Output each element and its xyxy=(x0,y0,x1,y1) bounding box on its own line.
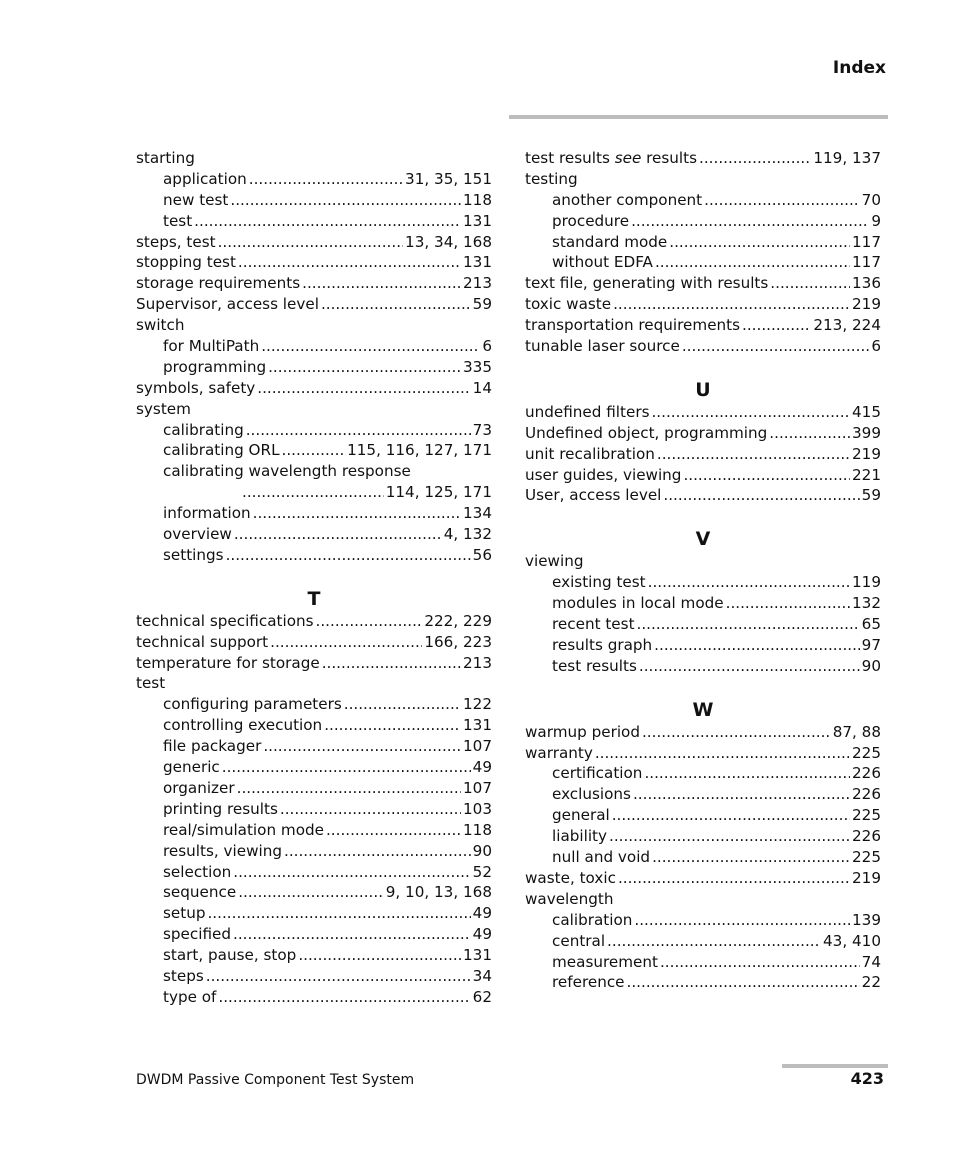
index-entry xyxy=(136,611,492,632)
index-term: undefined filters xyxy=(525,402,650,421)
index-entry xyxy=(136,148,492,169)
index-term: steps, test xyxy=(136,232,216,251)
page-references: 107 xyxy=(463,778,492,797)
index-subentry xyxy=(136,903,492,924)
index-term: for MultiPath xyxy=(163,337,260,356)
dot-leader xyxy=(233,924,471,945)
index-entry xyxy=(136,399,492,420)
index-subentry xyxy=(136,524,492,545)
dot-leader xyxy=(704,190,860,211)
index-subentry xyxy=(136,736,492,757)
index-subentry xyxy=(136,694,492,715)
dot-leader xyxy=(246,420,471,441)
index-term: temperature for storage xyxy=(136,653,320,672)
dot-leader xyxy=(230,190,461,211)
index-term: selection xyxy=(163,862,232,881)
page-references: 213, 224 xyxy=(813,316,881,335)
index-subentry xyxy=(525,972,881,993)
index-term: procedure xyxy=(552,211,630,230)
page-references: 4, 132 xyxy=(443,525,492,544)
page-references: 226 xyxy=(852,785,881,804)
index-entry xyxy=(525,444,881,465)
index-term: existing test xyxy=(552,573,646,592)
header-rule xyxy=(509,115,888,119)
index-entry xyxy=(525,551,881,572)
dot-leader xyxy=(316,611,423,632)
index-subentry xyxy=(136,778,492,799)
index-term: without EDFA xyxy=(552,253,653,272)
dot-leader xyxy=(206,966,471,987)
dot-leader xyxy=(654,635,860,656)
page-references: 117 xyxy=(852,232,881,251)
index-term: results, viewing xyxy=(163,841,282,860)
dot-leader xyxy=(207,903,470,924)
page-references: 49 xyxy=(472,758,492,777)
dot-leader xyxy=(726,593,850,614)
dot-leader xyxy=(648,572,850,593)
index-subentry xyxy=(525,572,881,593)
footer-document-title: DWDM Passive Component Test System xyxy=(136,1072,415,1088)
page-references: 6 xyxy=(482,337,492,356)
dot-leader xyxy=(651,402,850,423)
index-subentry xyxy=(136,440,492,461)
page-references: 31, 35, 151 xyxy=(405,169,492,188)
index-subentry xyxy=(525,593,881,614)
index-subentry xyxy=(136,715,492,736)
index-entry xyxy=(136,378,492,399)
dot-leader xyxy=(282,440,346,461)
dot-leader xyxy=(683,465,850,486)
index-term: reference xyxy=(552,973,625,992)
index-term: sequence xyxy=(163,883,237,902)
index-letter-heading: W xyxy=(692,698,714,721)
page-references: 131 xyxy=(463,211,492,230)
index-column-right xyxy=(525,148,881,993)
index-term: toxic waste xyxy=(525,295,612,314)
dot-leader xyxy=(631,211,869,232)
index-letter-heading: V xyxy=(695,528,711,551)
index-subentry xyxy=(136,169,492,190)
index-subentry xyxy=(136,545,492,566)
index-subentry xyxy=(136,862,492,883)
page-references: 222, 229 xyxy=(424,611,492,630)
index-subentry xyxy=(525,656,881,677)
index-term: exclusions xyxy=(552,785,631,804)
index-term: organizer xyxy=(163,778,235,797)
dot-leader xyxy=(284,841,471,862)
index-term: certification xyxy=(552,764,643,783)
index-term: null and void xyxy=(552,848,651,867)
index-entry xyxy=(525,465,881,486)
index-term: warranty xyxy=(525,743,593,762)
index-term: calibrating xyxy=(163,420,244,439)
page-references: 14 xyxy=(472,378,492,397)
index-entry xyxy=(525,273,881,294)
page-references: 118 xyxy=(463,190,492,209)
page-references: 43, 410 xyxy=(823,931,881,950)
index-column-left xyxy=(136,148,492,1008)
dot-leader xyxy=(607,931,821,952)
page-references: 9 xyxy=(871,211,881,230)
dot-leader xyxy=(633,784,850,805)
page-references: 122 xyxy=(463,695,492,714)
index-term: calibration xyxy=(552,910,633,929)
index-term: file packager xyxy=(163,737,262,756)
index-entry xyxy=(525,148,881,169)
page-references: 107 xyxy=(463,737,492,756)
dot-leader xyxy=(618,868,850,889)
page-references: 115, 116, 127, 171 xyxy=(347,441,492,460)
index-entry xyxy=(525,336,881,357)
dot-leader xyxy=(655,252,850,273)
page-references: 87, 88 xyxy=(832,722,881,741)
dot-leader xyxy=(652,847,850,868)
dot-leader xyxy=(326,820,461,841)
index-term-text: test results xyxy=(525,149,610,167)
page-references: 6 xyxy=(871,337,881,356)
index-subentry xyxy=(136,820,492,841)
dot-leader xyxy=(218,232,403,253)
dot-leader xyxy=(226,545,471,566)
dot-leader xyxy=(242,482,384,503)
page-references: 225 xyxy=(852,848,881,867)
index-term: User, access level xyxy=(525,486,662,505)
page-references: 134 xyxy=(463,504,492,523)
index-term: controlling execution xyxy=(163,716,323,735)
index-entry xyxy=(525,169,881,190)
index-entry xyxy=(136,673,492,694)
page-references: 219 xyxy=(852,444,881,463)
dot-leader xyxy=(257,378,470,399)
page-references: 225 xyxy=(852,743,881,762)
page-references: 59 xyxy=(861,486,881,505)
dot-leader xyxy=(769,423,850,444)
page-references: 49 xyxy=(472,904,492,923)
index-letter-heading: T xyxy=(307,587,321,610)
dot-leader xyxy=(261,336,480,357)
dot-leader xyxy=(639,656,860,677)
index-entry xyxy=(525,402,881,423)
page-references: 22 xyxy=(861,973,881,992)
index-subentry xyxy=(136,482,492,503)
index-subentry xyxy=(136,420,492,441)
footer-rule xyxy=(782,1064,888,1068)
index-term: Undefined object, programming xyxy=(525,423,768,442)
index-term: warmup period xyxy=(525,722,640,741)
dot-leader xyxy=(238,882,384,903)
dot-leader xyxy=(324,715,461,736)
index-subentry xyxy=(136,882,492,903)
dot-leader xyxy=(321,294,471,315)
index-subentry xyxy=(525,190,881,211)
dot-leader xyxy=(234,524,442,545)
dot-leader xyxy=(238,252,461,273)
page-references: 73 xyxy=(472,420,492,439)
index-term: starting xyxy=(136,149,195,167)
dot-leader xyxy=(595,743,850,764)
index-term: setup xyxy=(163,904,206,923)
page-references: 415 xyxy=(852,402,881,421)
page-references: 59 xyxy=(472,295,492,314)
page-references: 139 xyxy=(852,910,881,929)
index-term: viewing xyxy=(525,552,584,571)
dot-leader xyxy=(322,653,461,674)
dot-leader xyxy=(270,632,422,653)
page-references: 62 xyxy=(472,987,492,1006)
page-references: 13, 34, 168 xyxy=(405,232,492,251)
index-subentry xyxy=(525,931,881,952)
page-references: 226 xyxy=(852,827,881,846)
index-term: another component xyxy=(552,190,703,209)
dot-leader xyxy=(699,148,811,169)
index-entry xyxy=(525,743,881,764)
index-term: liability xyxy=(552,827,607,846)
page-references: 65 xyxy=(861,615,881,634)
index-entry xyxy=(136,632,492,653)
index-subentry xyxy=(525,805,881,826)
index-term: test xyxy=(136,674,166,693)
index-term: symbols, safety xyxy=(136,378,256,397)
index-entry xyxy=(525,868,881,889)
page-references: 213 xyxy=(463,653,492,672)
index-entry xyxy=(525,294,881,315)
index-subentry xyxy=(525,847,881,868)
page-references: 90 xyxy=(472,841,492,860)
dot-leader xyxy=(627,972,860,993)
page-references: 118 xyxy=(463,820,492,839)
index-subentry xyxy=(136,924,492,945)
index-term: new test xyxy=(163,190,229,209)
index-letter-heading: U xyxy=(695,378,711,401)
dot-leader xyxy=(682,336,869,357)
dot-leader xyxy=(770,273,850,294)
index-entry xyxy=(136,315,492,336)
index-term: central xyxy=(552,931,606,950)
page-references: 34 xyxy=(472,966,492,985)
dot-leader xyxy=(609,826,850,847)
index-term: storage requirements xyxy=(136,274,301,293)
index-term: measurement xyxy=(552,952,658,971)
index-term: steps xyxy=(163,966,204,985)
index-subentry xyxy=(525,211,881,232)
dot-leader xyxy=(237,778,461,799)
index-entry xyxy=(136,294,492,315)
index-subentry xyxy=(136,987,492,1008)
index-subentry xyxy=(525,252,881,273)
index-term: settings xyxy=(163,545,224,564)
index-subentry xyxy=(525,952,881,973)
index-subentry xyxy=(525,614,881,635)
index-subentry xyxy=(136,336,492,357)
page-references: 221 xyxy=(852,465,881,484)
index-term: general xyxy=(552,806,610,825)
dot-leader xyxy=(298,945,461,966)
dot-leader xyxy=(344,694,461,715)
index-term: system xyxy=(136,399,191,418)
index-term: application xyxy=(163,169,247,188)
index-term: test results xyxy=(552,656,637,675)
page-references: 70 xyxy=(861,190,881,209)
index-subentry xyxy=(525,784,881,805)
index-subentry xyxy=(136,945,492,966)
index-term: unit recalibration xyxy=(525,444,655,463)
index-subentry xyxy=(525,910,881,931)
index-term: test xyxy=(163,211,193,230)
index-subentry xyxy=(136,799,492,820)
index-term: type of xyxy=(163,987,217,1006)
dot-leader xyxy=(642,722,831,743)
dot-leader xyxy=(660,952,860,973)
dot-leader xyxy=(657,444,850,465)
index-entry xyxy=(525,722,881,743)
index-subentry xyxy=(136,357,492,378)
index-term: testing xyxy=(525,169,578,188)
page-references: 103 xyxy=(463,799,492,818)
index-term: waste, toxic xyxy=(525,868,616,887)
index-subentry xyxy=(525,826,881,847)
index-entry xyxy=(525,315,881,336)
dot-leader xyxy=(249,169,403,190)
dot-leader xyxy=(302,273,461,294)
index-subentry xyxy=(136,461,492,482)
index-term: configuring parameters xyxy=(163,695,342,714)
dot-leader xyxy=(222,757,471,778)
dot-leader xyxy=(613,294,850,315)
index-entry xyxy=(136,273,492,294)
index-term: transportation requirements xyxy=(525,316,741,335)
index-entry xyxy=(525,485,881,506)
page-references: 399 xyxy=(852,423,881,442)
index-term: real/simulation mode xyxy=(163,820,324,839)
index-term: technical specifications xyxy=(136,611,314,630)
index-term: printing results xyxy=(163,799,278,818)
page-references: 56 xyxy=(472,545,492,564)
dot-leader xyxy=(253,503,461,524)
index-term: modules in local mode xyxy=(552,594,724,613)
page-references: 136 xyxy=(852,274,881,293)
index-term: switch xyxy=(136,316,185,335)
index-subentry xyxy=(136,841,492,862)
index-subentry xyxy=(525,763,881,784)
dot-leader xyxy=(280,799,461,820)
page-references: 219 xyxy=(852,868,881,887)
index-term: user guides, viewing xyxy=(525,465,682,484)
dot-leader xyxy=(263,736,461,757)
index-term: text file, generating with results xyxy=(525,274,769,293)
index-entry xyxy=(136,252,492,273)
index-entry xyxy=(525,423,881,444)
see-target: results xyxy=(646,149,698,167)
page-references: 131 xyxy=(463,716,492,735)
dot-leader xyxy=(268,357,461,378)
page-references: 9, 10, 13, 168 xyxy=(385,883,492,902)
index-term xyxy=(525,148,697,169)
page-references: 219 xyxy=(852,295,881,314)
index-term: tunable laser source xyxy=(525,337,680,356)
dot-leader xyxy=(644,763,850,784)
page-references: 114, 125, 171 xyxy=(385,483,492,502)
page-references: 97 xyxy=(861,635,881,654)
index-term: generic xyxy=(163,758,220,777)
page-references: 131 xyxy=(463,253,492,272)
page-references: 131 xyxy=(463,946,492,965)
dot-leader xyxy=(637,614,860,635)
index-entry xyxy=(136,653,492,674)
index-term: information xyxy=(163,504,251,523)
index-term: wavelength xyxy=(525,889,614,908)
page-references: 225 xyxy=(852,806,881,825)
page-references: 117 xyxy=(852,253,881,272)
index-term: technical support xyxy=(136,632,269,651)
page-references: 90 xyxy=(861,656,881,675)
index-term: recent test xyxy=(552,615,635,634)
index-term: Supervisor, access level xyxy=(136,295,319,314)
index-entry xyxy=(136,232,492,253)
running-header-title: Index xyxy=(832,58,886,78)
page-number: 423 xyxy=(850,1069,884,1088)
dot-leader xyxy=(669,232,850,253)
index-term: stopping test xyxy=(136,253,236,272)
page-references: 49 xyxy=(472,925,492,944)
dot-leader xyxy=(233,862,470,883)
dot-leader xyxy=(612,805,850,826)
index-entry xyxy=(525,889,881,910)
dot-leader xyxy=(742,315,811,336)
index-subentry xyxy=(136,211,492,232)
index-term: results graph xyxy=(552,635,653,654)
index-term: calibrating ORL xyxy=(163,441,280,460)
index-term: start, pause, stop xyxy=(163,946,297,965)
page-references: 213 xyxy=(463,274,492,293)
index-term: programming xyxy=(163,357,267,376)
page-references: 74 xyxy=(861,952,881,971)
see-reference: see xyxy=(614,149,642,167)
index-subentry xyxy=(136,757,492,778)
index-subentry xyxy=(136,503,492,524)
index-subentry xyxy=(136,190,492,211)
index-term: specified xyxy=(163,925,232,944)
page-references: 226 xyxy=(852,764,881,783)
index-term: overview xyxy=(163,525,232,544)
page-references: 119, 137 xyxy=(813,149,881,167)
page-references: 132 xyxy=(852,594,881,613)
dot-leader xyxy=(663,485,859,506)
page-references: 119 xyxy=(852,573,881,592)
page-references: 335 xyxy=(463,357,492,376)
dot-leader xyxy=(194,211,461,232)
index-term: standard mode xyxy=(552,232,668,251)
page-references: 166, 223 xyxy=(424,632,492,651)
dot-leader xyxy=(218,987,470,1008)
index-subentry xyxy=(525,635,881,656)
dot-leader xyxy=(634,910,850,931)
index-term: calibrating wavelength response xyxy=(163,462,411,481)
page-references: 52 xyxy=(472,862,492,881)
index-subentry xyxy=(136,966,492,987)
index-subentry xyxy=(525,232,881,253)
